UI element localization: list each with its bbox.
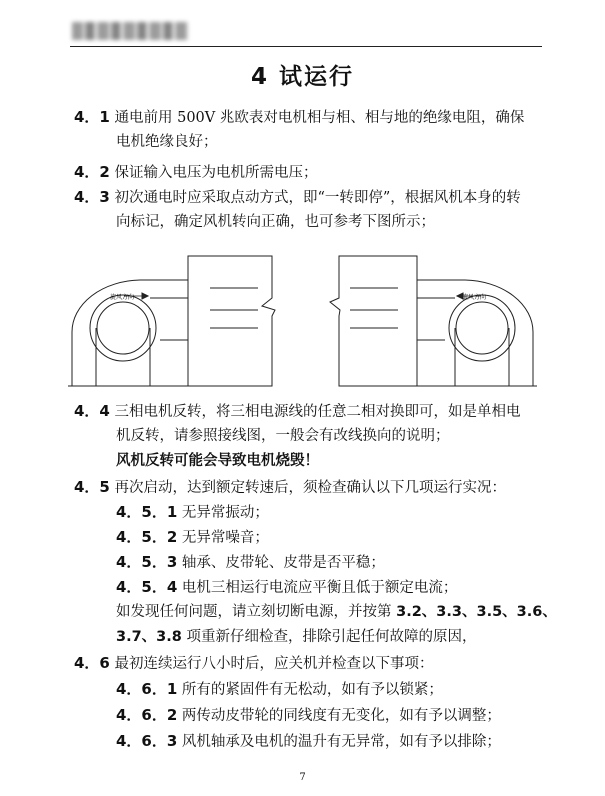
- section-number: 4．2: [74, 163, 110, 181]
- fan-rotation-figure: [0, 240, 605, 400]
- section-4-3-cont: 向标记，确定风机转向正确，也可参考下图所示；: [116, 214, 435, 230]
- section-4-4: [74, 401, 520, 422]
- item-4-5-3: [116, 552, 385, 573]
- item-text: 电机三相运行电流应平衡且低于额定电流；: [181, 580, 458, 596]
- section-number: 4．1: [74, 108, 110, 126]
- section-title: 4 试运行: [250, 64, 354, 90]
- item-text: 无异常噪音；: [181, 530, 269, 546]
- section-number: 4．4: [74, 402, 110, 420]
- item-number: 4．5．3: [116, 553, 178, 571]
- item-text: 无异常振动；: [181, 505, 269, 521]
- note-line-1: [116, 602, 557, 622]
- item-4-5-2: [116, 527, 269, 548]
- rotation-label-right: 旋风方向: [462, 294, 487, 301]
- right-fan-diagram: [330, 256, 537, 386]
- section-text: 通电前用 500V 兆欧表对电机相与相、相与地的绝缘电阻，确保: [114, 110, 525, 126]
- note-text: 如发现任何问题，请立刻切断电源，并按第: [116, 604, 392, 620]
- item-text: 风机轴承及电机的温升有无异常，如有予以排除；: [181, 734, 501, 750]
- section-4-4-cont: 机反转，请参照接线图，一般会有改线换向的说明；: [116, 428, 450, 444]
- note-refs: 3.2、3.3、3.5、3.6、: [396, 604, 557, 620]
- section-4-2: [74, 162, 317, 183]
- section-number: 4．5: [74, 478, 110, 496]
- header-rule: [70, 46, 542, 47]
- rotation-label-left: 旋风方向: [110, 294, 135, 301]
- item-4-6-3: [116, 731, 501, 752]
- item-4-6-1: [116, 679, 443, 700]
- warning-text: 风机反转可能会导致电机烧毁！: [116, 453, 319, 469]
- section-text: 最初连续运行八小时后，应关机并检查以下事项：: [114, 656, 434, 672]
- item-text: 所有的紧固件有无松动，如有予以锁紧；: [181, 682, 443, 698]
- item-number: 4．6．3: [116, 732, 178, 750]
- section-4-3: [74, 187, 521, 208]
- item-number: 4．6．1: [116, 680, 178, 698]
- item-4-5-4: [116, 577, 457, 598]
- note-text: 项重新仔细检查，排除引起任何故障的原因，: [186, 629, 477, 645]
- section-text: 三相电机反转，将三相电源线的任意二相对换即可，如是单相电: [114, 404, 521, 420]
- section-4-6: [74, 653, 433, 674]
- item-number: 4．5．4: [116, 578, 178, 596]
- item-text: 两传动皮带轮的同线度有无变化，如有予以调整；: [181, 708, 501, 724]
- note-refs: 3.7、3.8: [116, 629, 182, 645]
- section-number: 4．6: [74, 654, 110, 672]
- left-fan-diagram: [68, 256, 275, 386]
- section-number: 4．3: [74, 188, 110, 206]
- section-text: 保证输入电压为电机所需电压；: [114, 165, 318, 181]
- section-4-5: [74, 477, 506, 498]
- item-text: 轴承、皮带轮、皮带是否平稳；: [181, 555, 385, 571]
- section-4-1-cont: 电机绝缘良好；: [116, 134, 218, 150]
- item-number: 4．6．2: [116, 706, 178, 724]
- item-number: 4．5．2: [116, 528, 178, 546]
- item-4-6-2: [116, 705, 501, 726]
- page-number: 7: [299, 772, 306, 783]
- blurred-header: [72, 22, 188, 40]
- section-text: 初次通电时应采取点动方式，即“一转即停”，根据风机本身的转: [114, 190, 521, 206]
- section-4-1: [74, 107, 524, 128]
- item-4-5-1: [116, 502, 269, 523]
- section-text: 再次启动，达到额定转速后，须检查确认以下几项运行实况：: [114, 480, 506, 496]
- item-number: 4．5．1: [116, 503, 178, 521]
- note-line-2: [116, 627, 476, 647]
